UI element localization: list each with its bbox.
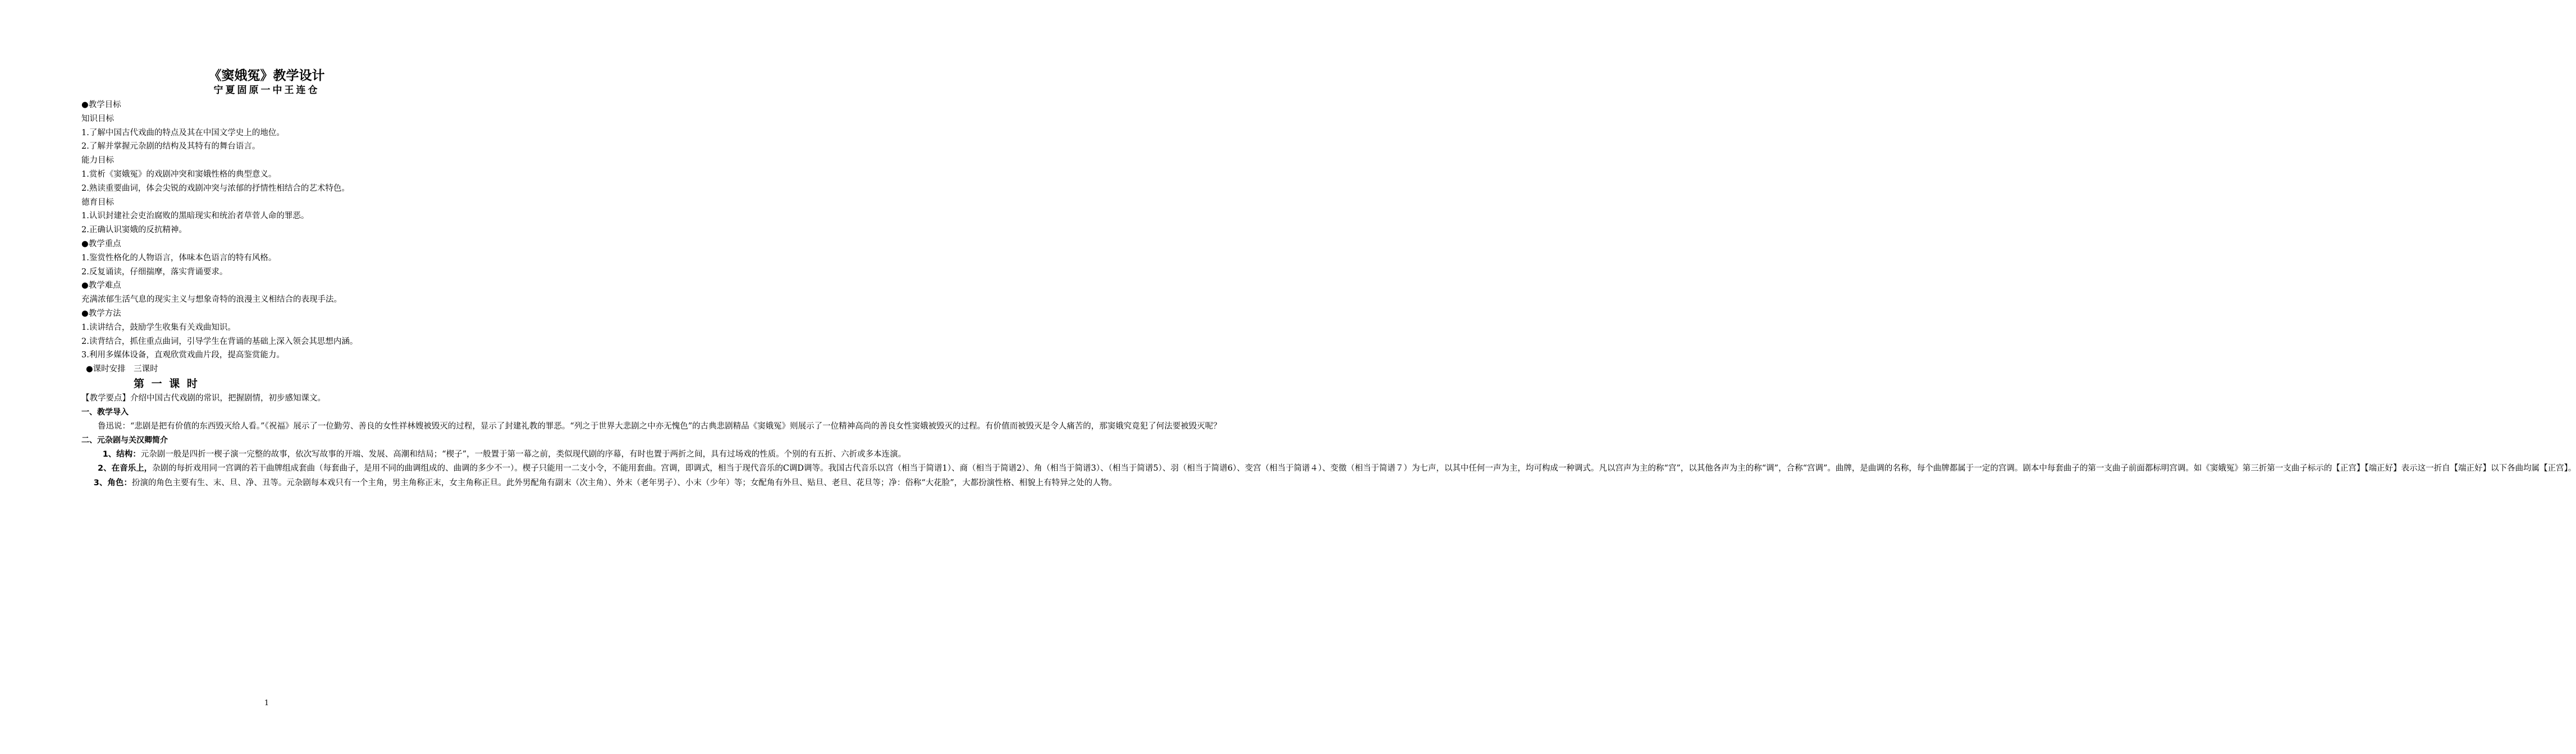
difficulty-text: 充满浓郁生活气息的现实主义与想象奇特的浪漫主义相结合的表现手法。 [81, 295, 342, 305]
method-item: 3.利用多媒体设备，直观欣赏戏曲片段，提高鉴赏能力。 [81, 351, 285, 360]
music-label: 2、在音乐上， [98, 464, 153, 473]
difficulty-heading: ●教学难点 [81, 281, 121, 291]
author-line: 宁夏固原一中王连仓 [213, 85, 320, 96]
moral-goals-label: 德育目标 [81, 197, 114, 207]
roles-label: 3、角色： [93, 478, 132, 488]
ability-goal-item: 2.熟读重要曲词，体会尖锐的戏剧冲突与浓郁的抒情性相结合的艺术特色。 [81, 183, 350, 193]
roles-paragraph [81, 476, 1117, 491]
structure-text: 元杂剧一般是四折一楔子演一完整的故事，依次写故事的开端、发展、高潮和结局；“楔子”，一般置于第一幕之前，类似现代剧的序幕，有时也置于两折之间，具有过场戏的性质。个别的有五折、六折或多本连演。 [140, 449, 907, 459]
music-text: 杂剧的每折戏用同一宫调的若干曲牌组成套曲（每套曲子，是用不同的曲调组成的、曲调的多少不一）。楔子只能用一二支小令，不能用套曲。宫调，即调式，相当于现代音乐的C调D调等。我国古代音乐以宫（相当于简谱1）、商（相当于简谱2）、角（相当于简谱3）、（相当于简谱5）、羽（相当于简谱6）、变宫（相当于简谱４）、变徵（相当于简谱７）为七声，以其中任何一声为主，均可构成一种调式。凡以宫声为主的称“宫”，以其他各声为主的称“调”，合称“宫调”。曲牌，是曲调的名称，每个曲牌都属于一定的宫调。剧本中每套曲子的第一支曲子前面都标明宫调。如《窦娥冤》第三折第一支曲子标示的【正宫】【端正好】表示这一折自【端正好】以下各曲均属【正宫】。 [152, 464, 2576, 473]
roles-text: 扮演的角色主要有生、末、旦、净、丑等。元杂剧每本戏只有一个主角，男主角称正末，女主角称正旦。此外男配角有副末（次主角）、外末（老年男子）、小末（少年）等；女配角有外旦、贴旦、老旦、花旦等；净：俗称“大花脸”，大都扮演性格、相貌上有特异之处的人物。 [131, 478, 1117, 488]
ability-goal-item: 1.赏析《窦娥冤》的戏剧冲突和窦娥性格的典型意义。 [81, 169, 277, 179]
knowledge-goals-label: 知识目标 [81, 114, 114, 123]
keypoint-item: 1.鉴赏性格化的人物语言，体味本色语言的特有风格。 [81, 253, 277, 263]
schedule-line: ●课时安排 三课时 [86, 365, 158, 374]
structure-label: 1、结构： [102, 449, 141, 459]
keypoints-heading: ●教学重点 [81, 239, 121, 249]
moral-goal-item: 2.正确认识窦娥的反抗精神。 [81, 226, 187, 235]
method-item: 1.读讲结合，鼓励学生收集有关戏曲知识。 [81, 323, 236, 332]
method-item: 2.读背结合，抓住重点曲词，引导学生在背诵的基础上深入领会其思想内涵。 [81, 337, 358, 346]
document-title: 《窦娥冤》教学设计 [208, 68, 325, 83]
intro-paragraph: 鲁迅说：“悲剧是把有价值的东西毁灭给人看。”《祝福》展示了一位勤劳、善良的女性祥林嫂被毁灭的过程，显示了封建礼教的罪恶。“列之于世界大悲剧之中亦无愧色”的古典悲剧精品《窦娥冤》则展示了一位精神高尚的善良女性窦娥被毁灭的过程。有价值而被毁灭是令人痛苦的，那窦娥究竟犯了何法要被毁灭呢？ [98, 421, 1221, 431]
goals-heading: ●教学目标 [81, 100, 121, 109]
moral-goal-item: 1.认识封建社会吏治腐败的黑暗现实和统治者草菅人命的罪恶。 [81, 212, 309, 221]
knowledge-goal-item: 1.了解中国古代戏曲的特点及其在中国文学史上的地位。 [81, 128, 285, 137]
methods-heading: ●教学方法 [81, 309, 121, 318]
ability-goals-label: 能力目标 [81, 156, 114, 165]
knowledge-goal-item: 2.了解并掌握元杂剧的结构及其特有的舞台语言。 [81, 142, 260, 151]
page-number: 1 [264, 699, 269, 707]
structure-paragraph [81, 448, 907, 462]
section-title-intro: 一、教学导入 [81, 407, 129, 417]
section-title-yuan-drama: 二、元杂剧与关汉卿简介 [81, 436, 168, 445]
lesson-title: 第 一 课 时 [134, 377, 199, 390]
lesson-focus: 【教学要点】介绍中国古代戏剧的常识，把握剧情，初步感知课文。 [81, 393, 326, 403]
music-paragraph [81, 462, 2576, 476]
document-body [81, 98, 2576, 490]
keypoint-item: 2.反复诵读，仔细揣摩，落实背诵要求。 [81, 267, 228, 277]
